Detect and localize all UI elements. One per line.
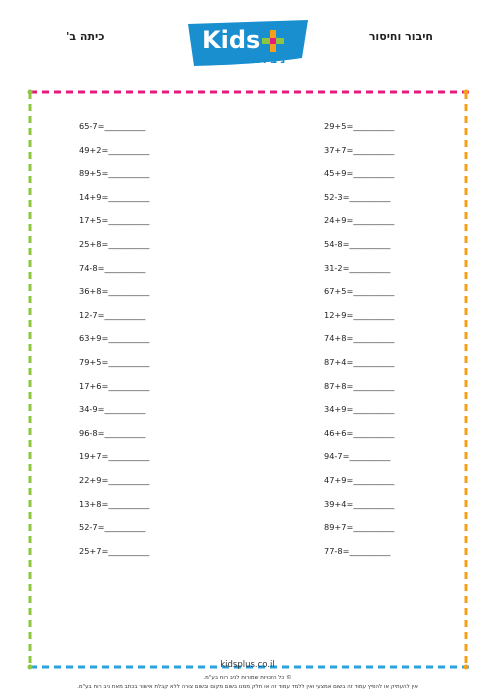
exercise-item: 37+7=__________	[324, 144, 395, 155]
exercise-item: 22+9=__________	[79, 474, 150, 485]
exercise-item: 46+6=__________	[324, 427, 395, 438]
exercise-item: 34-9=__________	[79, 404, 146, 415]
logo-subtitle: ניב רוח	[248, 53, 286, 66]
exercise-item: 49+2=__________	[79, 144, 150, 155]
exercise-item: 77-8=__________	[324, 545, 391, 556]
exercise-column-right	[324, 121, 394, 569]
exercise-item: 12+9=__________	[324, 309, 395, 320]
exercise-item: 94-7=__________	[324, 451, 391, 462]
exercise-item: 74+8=__________	[324, 333, 395, 344]
exercise-item: 89+5=__________	[79, 168, 150, 179]
exercise-column-left	[79, 121, 149, 569]
exercise-item: 12-7=__________	[79, 309, 146, 320]
logo-word: Kids	[202, 26, 261, 54]
exercise-item: 89+7=__________	[324, 522, 395, 533]
footer-legal-notice: אין להעתיק או להפיץ עמוד זה בשום אמצעי ואין ללמד עמוד זה או חלק ממנו בשום מקום ובשום צורה ללא קבלת אישור בכתב מאת ניב רוח בע"מ.	[77, 684, 418, 690]
exercise-item: 79+5=__________	[79, 356, 150, 367]
exercise-item: 65-7=__________	[79, 121, 146, 131]
exercise-item: 87+8=__________	[324, 380, 395, 391]
exercise-item: 96-8=__________	[79, 427, 146, 438]
exercise-item: 14+9=__________	[79, 191, 150, 202]
exercise-item: 31-2=__________	[324, 262, 391, 273]
exercise-item: 74-8=__________	[79, 262, 146, 273]
exercise-item: 13+8=__________	[79, 498, 150, 509]
exercise-item: 17+6=__________	[79, 380, 150, 391]
exercise-item: 25+7=__________	[79, 545, 150, 556]
exercise-item: 52-3=__________	[324, 191, 391, 202]
exercise-item: 17+5=__________	[79, 215, 150, 226]
exercise-item: 36+8=__________	[79, 286, 150, 297]
footer-copyright: © כל הזכויות שמורות לניב רוח בע"מ.	[203, 675, 292, 681]
footer-url: kidsplus.co.il	[220, 660, 275, 670]
grade-label: כיתה ב'	[66, 30, 105, 43]
exercise-item: 25+8=__________	[79, 238, 150, 249]
exercise-item: 39+4=__________	[324, 498, 395, 509]
exercise-item: 87+4=__________	[324, 356, 395, 367]
topic-title: חיבור וחיסור	[368, 30, 433, 43]
exercise-item: 67+5=__________	[324, 286, 395, 297]
exercise-item: 29+5=__________	[324, 121, 395, 131]
exercise-item: 24+9=__________	[324, 215, 395, 226]
exercise-item: 19+7=__________	[79, 451, 150, 462]
exercise-item: 47+9=__________	[324, 474, 395, 485]
exercise-item: 63+9=__________	[79, 333, 150, 344]
exercise-item: 45+9=__________	[324, 168, 395, 179]
exercise-item: 54-8=__________	[324, 238, 391, 249]
exercise-item: 52-7=__________	[79, 522, 146, 533]
exercise-item: 34+9=__________	[324, 404, 395, 415]
